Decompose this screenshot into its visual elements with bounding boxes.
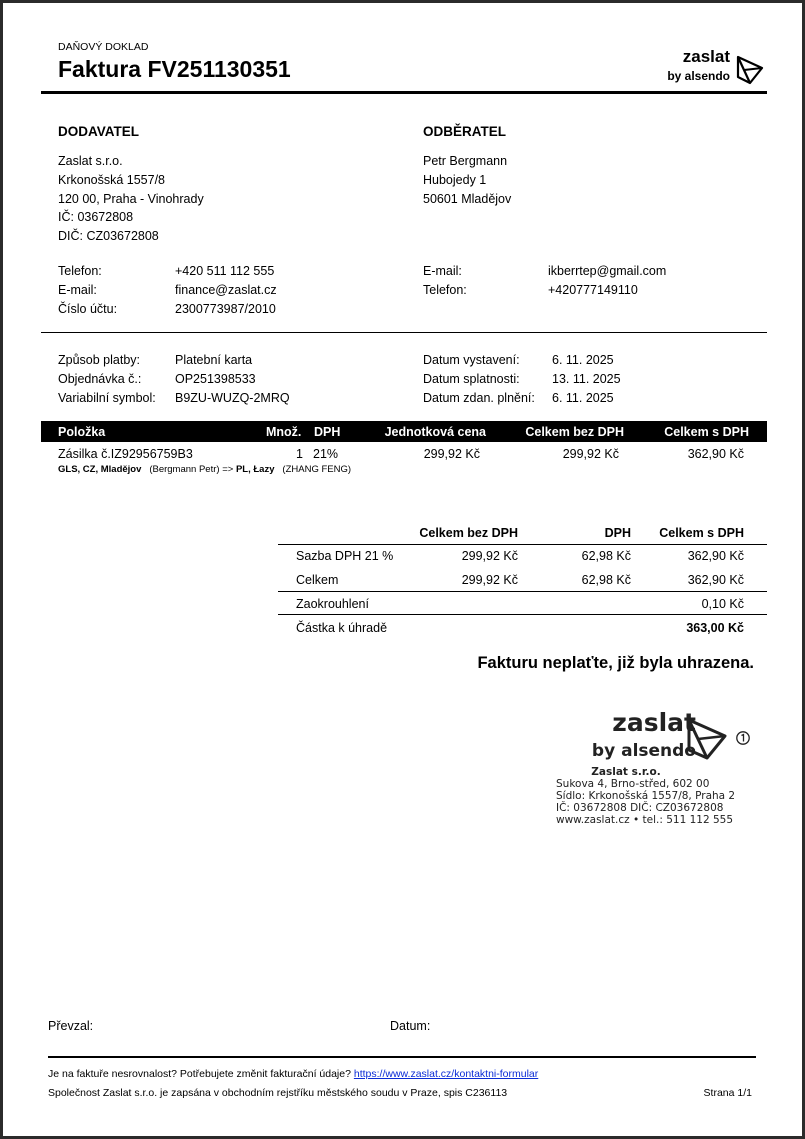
footer-registry: Společnost Zaslat s.r.o. je zapsána v obchodním rejstříku městského soudu v Praze, spis C236113 [48,1087,508,1099]
vat-rate-inc: 362,90 Kč [687,549,744,563]
footer-divider [48,1056,756,1058]
order-number: OP251398533 [175,372,256,386]
total-ex: 299,92 Kč [461,573,518,587]
box-logo-icon [684,715,730,763]
customer-phone: +420777149110 [548,283,638,297]
supplier-line: DIČ: CZ03672808 [58,229,159,243]
variable-symbol-label: Variabilní symbol: [58,391,156,405]
summary-divider [278,544,767,545]
col-vat: DPH [314,425,341,439]
customer-heading: ODBĚRATEL [423,124,506,139]
customer-line: 50601 Mladějov [423,192,512,206]
stamp-line: www.zaslat.cz • tel.: 511 112 555 [556,814,734,826]
supplier-account: 2300773987/2010 [175,302,276,316]
summary-col-inc-vat: Celkem s DPH [659,526,744,540]
payment-method-label: Způsob platby: [58,353,140,367]
total-inc: 362,90 Kč [687,573,744,587]
document-type: DAŇOVÝ DOKLAD [58,41,149,53]
item-vat: 21% [313,447,339,461]
supplier-line: IČ: 03672808 [58,210,134,224]
route-from-name: (Bergmann Petr) [149,464,220,475]
signature-date-label: Datum: [390,1019,431,1033]
contact-form-link[interactable]: https://www.zaslat.cz/kontaktni-formular [353,1068,539,1080]
section-divider [41,332,767,333]
summary-divider [278,614,767,615]
customer-phone-label: Telefon: [423,283,467,297]
box-logo-icon [734,53,766,87]
supplier-email: finance@zaslat.cz [175,283,277,297]
customer-email-label: E-mail: [423,264,462,278]
footer-question-text: Je na faktuře nesrovnalost? Potřebujete změnit fakturační údaje? [48,1068,351,1080]
zaslat-logo [643,47,768,89]
customer-email: ikberrtep@gmail.com [548,264,667,278]
tax-date: 6. 11. 2025 [552,391,614,405]
issue-date-label: Datum vystavení: [423,353,520,367]
amount-due: 363,00 Kč [686,621,744,635]
supplier-line: Krkonošská 1557/8 [58,173,166,187]
supplier-email-label: E-mail: [58,283,97,297]
supplier-line: 120 00, Praha - Vinohrady [58,192,204,206]
supplier-account-label: Číslo účtu: [58,302,118,316]
route-to: PL, Łazy [235,464,275,475]
customer-line: Petr Bergmann [423,154,508,168]
registered-mark-icon [735,730,751,746]
logo-sub: by alsendo [667,69,730,83]
supplier-heading: DODAVATEL [58,124,139,139]
col-total-inc-vat: Celkem s DPH [664,425,749,439]
supplier-phone: +420 511 112 555 [175,264,275,278]
due-date-label: Datum splatnosti: [423,372,520,386]
item-unit-price: 299,92 Kč [423,447,480,461]
amount-due-label: Částka k úhradě [296,621,388,635]
footer-question [48,1068,538,1080]
payment-method: Platební karta [175,353,253,367]
stamp-logo-word: zaslat [612,708,696,737]
item-name: Zásilka č.IZ92956759B3 [58,447,193,461]
item-qty: 1 [296,447,303,461]
col-total-ex-vat: Celkem bez DPH [525,425,624,439]
route-to-name: (ZHANG FENG) [282,464,352,475]
stamp-logo-sub: by alsendo [591,741,696,761]
item-route [58,464,351,475]
stamp-company: Zaslat s.r.o. [591,766,661,778]
variable-symbol: B9ZU-WUZQ-2MRQ [175,391,290,405]
stamp-line: Sídlo: Krkonošská 1557/8, Praha 2 [556,790,736,802]
tax-date-label: Datum zdan. plnění: [423,391,535,405]
header-divider [41,91,767,94]
supplier-line: Zaslat s.r.o. [58,154,123,168]
item-total-inc-vat: 362,90 Kč [687,447,744,461]
total-vat: 62,98 Kč [581,573,631,587]
logo-word: zaslat [682,47,730,66]
customer-line: Hubojedy 1 [423,173,487,187]
vat-rate-ex: 299,92 Kč [461,549,518,563]
supplier-phone-label: Telefon: [58,264,102,278]
stamp-line: Sukova 4, Brno-střed, 602 00 [556,778,710,790]
paid-notice: Fakturu neplaťte, již byla uhrazena. [477,654,754,672]
route-from: GLS, CZ, Mladějov [58,464,142,475]
stamp-line: IČ: 03672808 DIČ: CZ03672808 [556,802,724,814]
order-number-label: Objednávka č.: [58,372,142,386]
rounding-value: 0,10 Kč [701,597,744,611]
vat-rate-vat: 62,98 Kč [581,549,631,563]
vat-rate-label: Sazba DPH 21 % [296,549,394,563]
due-date: 13. 11. 2025 [552,372,621,386]
summary-divider [278,591,767,592]
summary-col-vat: DPH [604,526,631,540]
page-number: Strana 1/1 [703,1087,752,1099]
items-table-header [41,421,767,442]
received-by-label: Převzal: [48,1019,94,1033]
route-arrow: => [222,464,234,475]
col-item: Položka [58,425,106,439]
total-label: Celkem [296,573,339,587]
issue-date: 6. 11. 2025 [552,353,614,367]
item-total-ex-vat: 299,92 Kč [562,447,619,461]
rounding-label: Zaokrouhlení [296,597,369,611]
invoice-title: Faktura FV251130351 [58,56,291,82]
summary-col-ex-vat: Celkem bez DPH [419,526,518,540]
col-qty: Množ. [266,425,302,439]
col-unit-price: Jednotková cena [384,425,486,439]
company-stamp [556,706,756,836]
